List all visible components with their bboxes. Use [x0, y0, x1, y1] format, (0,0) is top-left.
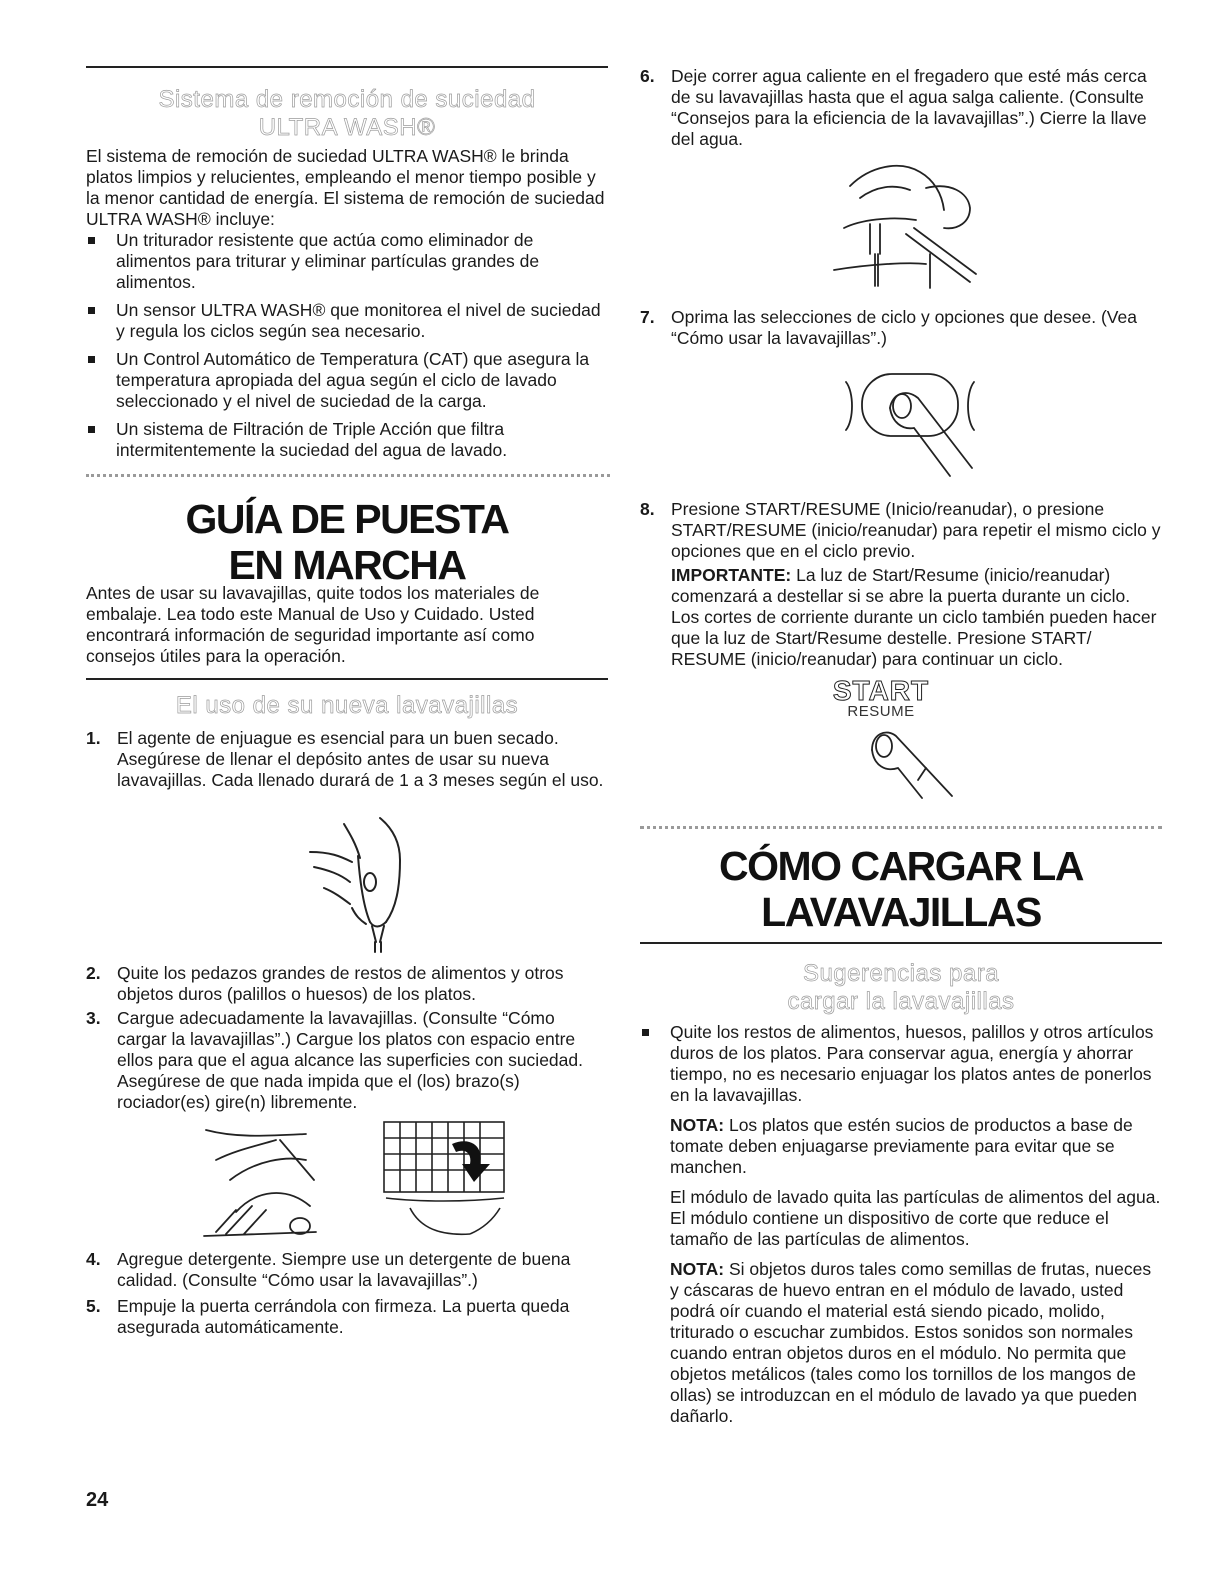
step-text: Agregue detergente. Siempre use un detergente de buena calidad. (Consulte “Cómo usar la lavavajillas”.)	[117, 1249, 571, 1290]
tips-heading	[640, 960, 1162, 1016]
nota-label: NOTA:	[670, 1115, 725, 1135]
step-3	[86, 1008, 608, 1116]
page-number: 24	[86, 1489, 109, 1511]
nota-text: Los platos que estén sucios de productos a base de tomate deben enjuagarse previamente para evitar que se manchen.	[670, 1115, 1133, 1177]
step-7	[640, 307, 1162, 352]
section-rule-use	[86, 678, 608, 680]
load-racks-illustration	[380, 1118, 510, 1243]
step-8	[640, 499, 1162, 673]
ultra-wash-heading-line2: ULTRA WASH®	[258, 114, 436, 141]
step-number: 3.	[86, 1008, 101, 1028]
step-number: 2.	[86, 963, 101, 983]
section-divider-dotted-right	[640, 826, 1162, 829]
guide-title-line1: GUÍA DE PUESTA	[185, 496, 509, 542]
important-text: La luz de Start/Resume (inicio/reanudar) comenzará a destellar si se abre la puerta durante un ciclo. Los cortes de corriente durante un ciclo también pueden hacer que la luz de Start/Resume destelle. Presione START/ RESUME (inicio/reanudar) para continuar un ciclo.	[671, 565, 1157, 669]
section-rule-top-left	[86, 66, 608, 68]
step-number: 4.	[86, 1249, 101, 1269]
step-text: Oprima las selecciones de ciclo y opciones que desee. (Vea “Cómo usar la lavavajillas”.)	[671, 307, 1137, 348]
tips-heading-line1: Sugerencias para	[802, 960, 1000, 987]
resume-button-label: RESUME	[847, 703, 915, 720]
module-text: El módulo de lavado quita las partículas de alimentos del agua. El módulo contiene un dispositivo de corte que reduce el tamaño de las partículas de alimentos.	[670, 1187, 1161, 1249]
step-text: El agente de enjuague es esencial para un buen secado. Asegúrese de llenar el depósito antes de usar su nueva lavavajillas. Cada llenado durará de 1 a 3 meses según el uso.	[117, 728, 604, 790]
step-6	[640, 66, 1162, 153]
load-title-line1: CÓMO CARGAR LA	[719, 843, 1083, 889]
ultra-wash-bullet-list	[86, 230, 608, 468]
important-note	[671, 565, 1162, 670]
step-text: Quite los pedazos grandes de restos de alimentos y otros objetos duros (palillos o huesos) de los platos.	[117, 963, 564, 1004]
step-text: Cargue adecuadamente la lavavajillas. (Consulte “Cómo cargar la lavavajillas”.) Cargue los platos con espacio entre ellos para que el agua alcance las superficies con suciedad. Asegúrese de que nada impida que el (los) brazo(s) rociador(es) gire(n) libremente.	[117, 1008, 583, 1112]
start-button-label: START	[832, 675, 930, 706]
step-number: 5.	[86, 1296, 101, 1316]
guide-title	[86, 496, 608, 588]
step-text: Presione START/RESUME (Inicio/reanudar), o presione START/RESUME (inicio/reanudar) para repetir el mismo ciclo y opciones que en el ciclo previo.	[671, 499, 1161, 561]
list-item: Un sensor ULTRA WASH® que monitorea el nivel de suciedad y regula los ciclos según sea necesario.	[86, 300, 608, 342]
tips-bullet-text: Quite los restos de alimentos, huesos, palillos y otros artículos duros de los platos. Para conservar agua, energía y ahorrar tiempo, no es necesario enjuagar los platos antes de ponerlos en la lavavajillas.	[670, 1022, 1154, 1105]
step-text: Deje correr agua caliente en el fregadero que esté más cerca de su lavavajillas hasta que el agua salga caliente. (Consulte “Consejos para la eficiencia de la lavavajillas”.) Cierre la llave del agua.	[671, 66, 1147, 149]
step-number: 1.	[86, 728, 101, 748]
nota-2	[670, 1259, 1162, 1427]
rinse-aid-illustration	[300, 812, 440, 957]
press-start-illustration	[866, 724, 962, 802]
list-item: Un triturador resistente que actúa como eliminador de alimentos para triturar y eliminar partículas grandes de alimentos.	[86, 230, 608, 293]
step-4	[86, 1249, 608, 1294]
step-text: Empuje la puerta cerrándola con firmeza. La puerta queda asegurada automáticamente.	[117, 1296, 570, 1337]
ultra-wash-heading-line1: Sistema de remoción de suciedad	[158, 86, 536, 113]
step-number: 8.	[640, 499, 655, 519]
section-rule-tips	[640, 942, 1162, 944]
guide-title-line2: EN MARCHA	[228, 542, 466, 588]
tips-bullet-list	[640, 1022, 1162, 1434]
faucet-illustration	[830, 158, 980, 293]
important-label: IMPORTANTE:	[671, 565, 792, 585]
ultra-wash-intro: El sistema de remoción de suciedad ULTRA WASH® le brinda platos limpios y relucientes, empleando el menor tiempo posible y la menor cantidad de energía. El sistema de remoción de suciedad ULTRA WASH® incluye:	[86, 146, 605, 229]
step-5	[86, 1296, 608, 1341]
step-number: 7.	[640, 307, 655, 327]
load-title	[640, 843, 1162, 935]
nota-text: Si objetos duros tales como semillas de frutas, nueces y cáscaras de huevo entran en el módulo de lavado, usted podrá oír cuando el material está siendo picado, molido, triturado o escuchar zumbidos. Estos sonidos son normales cuando entran objetos duros en el módulo. No permita que objetos metálicos (tales como los tornillos de los mangos de ollas) se introduzcan en el módulo de lavado ya que pueden dañarlo.	[670, 1259, 1152, 1426]
nota-1	[670, 1115, 1162, 1178]
ultra-wash-heading	[86, 86, 608, 142]
step-2	[86, 963, 608, 1008]
list-item: Un Control Automático de Temperatura (CAT) que asegura la temperatura apropiada del agua según el ciclo de lavado seleccionado y el nivel de suciedad de la carga.	[86, 349, 608, 412]
guide-intro: Antes de usar su lavavajillas, quite todos los materiales de embalaje. Lea todo este Manual de Uso y Cuidado. Usted encontrará información de seguridad importante así como consejos útiles para la operación.	[86, 583, 540, 666]
nota-label: NOTA:	[670, 1259, 725, 1279]
step-number: 6.	[640, 66, 655, 86]
press-button-illustration	[840, 368, 980, 480]
list-item: Un sistema de Filtración de Triple Acción que filtra intermitentemente la suciedad del agua de lavado.	[86, 419, 608, 461]
load-title-line2: LAVAVAJILLAS	[761, 889, 1041, 935]
scrape-dishes-illustration	[196, 1120, 326, 1240]
list-item	[640, 1022, 1162, 1427]
tips-heading-line2: cargar la lavavajillas	[787, 988, 1015, 1015]
section-divider-dotted	[86, 474, 610, 477]
step-1	[86, 728, 608, 794]
use-heading: El uso de su nueva lavavajillas	[175, 692, 519, 719]
